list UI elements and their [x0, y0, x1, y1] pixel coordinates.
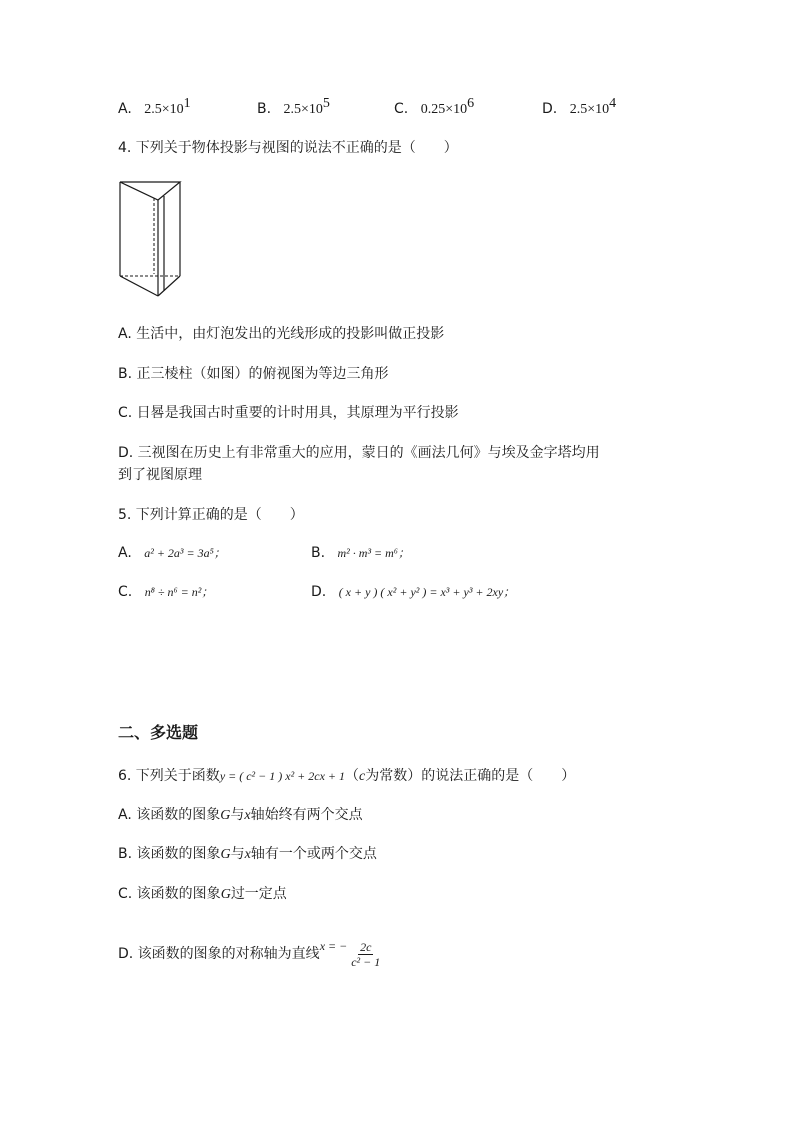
q5-option-b-label: B. [311, 545, 326, 561]
q4-option-b: B. 正三棱柱（如图）的俯视图为等边三角形 [118, 366, 389, 382]
q6-option-b [118, 844, 377, 865]
q6-option-a-mid: 与 [230, 807, 245, 823]
q6-option-d-lhs: x = − [319, 939, 348, 953]
q5-option-b-expr: m² · m³ = m⁶； [337, 546, 410, 560]
q5-option-c [118, 582, 213, 602]
q6-option-a-axis-var: x [244, 808, 251, 823]
q6-function-formula: y = ( c² − 1 ) x² + 2cx + 1 [219, 769, 346, 783]
q3-option-c-label: C. [394, 101, 409, 117]
q6-stem-paren: （ [345, 768, 360, 784]
q6-option-b-graph-var: G [220, 847, 231, 862]
triangular-prism-figure [118, 178, 186, 300]
q3-option-a-exp: 1 [183, 96, 191, 111]
q6-option-a-graph-var: G [220, 808, 231, 823]
q4-option-a: A. 生活中，由灯泡发出的光线形成的投影叫做正投影 [118, 326, 445, 342]
q6-option-a-suffix: 轴始终有两个交点 [250, 807, 363, 823]
q6-option-d-denominator: c² − 1 [351, 954, 381, 969]
section-title: 二、多选题 [118, 723, 199, 742]
q6-option-d-prefix: D. 该函数的图象的对称轴为直线 [118, 946, 320, 962]
q5-option-a-expr: a² + 2a³ = 3a⁵； [144, 546, 226, 560]
q6-stem [118, 766, 575, 787]
q5-option-c-expr: n⁸ ÷ n⁶ = n²； [144, 585, 214, 599]
q5-option-d-label: D. [311, 584, 327, 600]
q3-option-d [542, 96, 617, 120]
q6-option-c-suffix: 过一定点 [230, 886, 287, 902]
q6-option-d [118, 930, 382, 970]
q3-option-a-label: A. [118, 101, 132, 117]
prism-bottom-right-edge [158, 276, 180, 296]
q3-option-a [118, 96, 191, 120]
q3-option-a-mantissa: 2.5×10 [144, 102, 184, 117]
q5-stem: 5. 下列计算正确的是（ ） [118, 507, 304, 523]
q6-option-b-mid: 与 [230, 846, 245, 862]
q3-option-d-exp: 4 [609, 96, 617, 111]
q4-option-c: C. 日晷是我国古时重要的计时用具，其原理为平行投影 [118, 405, 459, 421]
q6-stem-var: c [359, 769, 366, 784]
q3-option-c [394, 96, 475, 120]
prism-top-face [120, 182, 180, 200]
q3-option-c-mantissa: 0.25×10 [420, 102, 468, 117]
prism-bottom-left-edge [120, 276, 158, 296]
q6-option-d-fraction [349, 940, 382, 969]
q5-option-a-label: A. [118, 545, 132, 561]
q5-option-d-expr: ( x + y ) ( x² + y² ) = x³ + y³ + 2xy； [338, 585, 516, 599]
q6-option-c [118, 884, 287, 905]
q3-option-c-exp: 6 [467, 96, 475, 111]
q6-option-a [118, 805, 363, 826]
q5-option-a [118, 543, 226, 563]
q3-option-d-label: D. [542, 101, 558, 117]
q6-option-b-suffix: 轴有一个或两个交点 [250, 846, 377, 862]
q3-option-b-mantissa: 2.5×10 [283, 102, 323, 117]
q6-option-c-graph-var: G [220, 887, 231, 902]
q3-option-d-mantissa: 2.5×10 [569, 102, 610, 117]
q6-stem-prefix: 6. 下列关于函数 [118, 768, 220, 784]
q5-option-b [311, 543, 410, 563]
q6-option-c-prefix: C. 该函数的图象 [118, 886, 221, 902]
q6-option-d-numerator: 2c [360, 939, 372, 954]
q3-option-b-label: B. [257, 101, 272, 117]
q4-option-d-line2: 到了视图原理 [118, 467, 202, 483]
q3-option-b-exp: 5 [322, 96, 330, 111]
q6-stem-suffix: 为常数）的说法正确的是（ ） [365, 768, 576, 784]
q4-stem: 4. 下列关于物体投影与视图的说法不正确的是（ ） [118, 140, 458, 156]
q6-option-b-axis-var: x [244, 847, 251, 862]
q5-option-d [311, 582, 515, 602]
q3-option-b [257, 96, 330, 120]
q6-option-a-prefix: A. 该函数的图象 [118, 807, 221, 823]
q4-option-d-line1: D. 三视图在历史上有非常重大的应用，蒙日的《画法几何》与埃及金字塔均用 [118, 445, 600, 461]
q5-option-c-label: C. [118, 584, 133, 600]
q6-option-b-prefix: B. 该函数的图象 [118, 846, 221, 862]
